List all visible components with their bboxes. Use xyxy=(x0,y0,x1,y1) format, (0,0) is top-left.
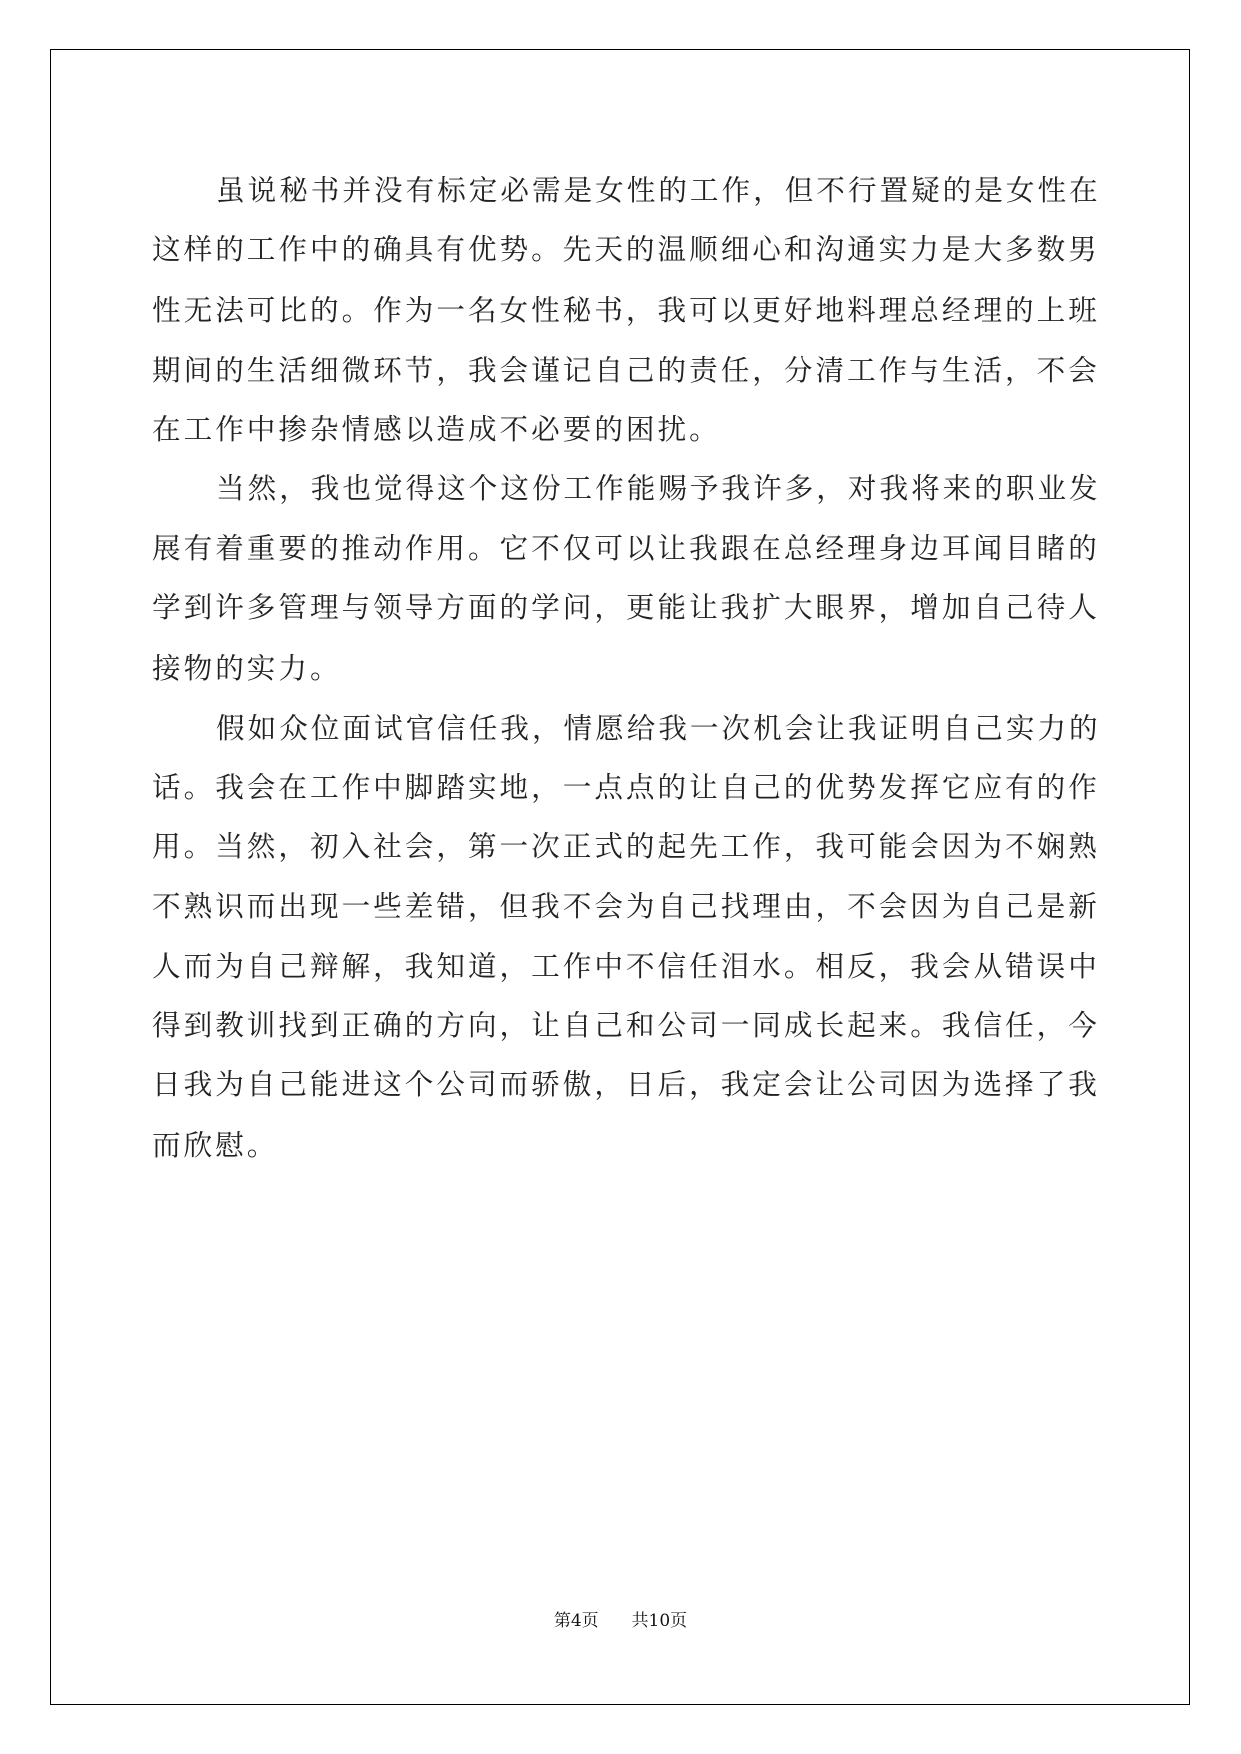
paragraph-2-line-2: 展有着重要的推动作用。它不仅可以让我跟在总经理身边耳闻目睹的 xyxy=(152,531,1100,565)
paragraph-3-line-8: 而欣慰。 xyxy=(152,1128,279,1162)
page-number: 第4页 xyxy=(553,1611,599,1631)
paragraph-3-line-1: 假如众位面试官信任我，情愿给我一次机会让我证明自己实力的 xyxy=(216,711,1101,745)
paragraph-2-line-3: 学到许多管理与领导方面的学问，更能让我扩大眼界，增加自己待人 xyxy=(152,590,1100,624)
paragraph-1-line-3: 性无法可比的。作为一名女性秘书，我可以更好地料理总经理的上班 xyxy=(152,293,1100,327)
page-footer xyxy=(0,1609,1241,1633)
page-total: 共10页 xyxy=(631,1611,688,1631)
paragraph-1-line-4: 期间的生活细微环节，我会谨记自己的责任，分清工作与生活，不会 xyxy=(152,353,1100,387)
paragraph-3-line-4: 不熟识而出现一些差错，但我不会为自己找理由，不会因为自己是新 xyxy=(152,889,1100,923)
paragraph-3-line-2: 话。我会在工作中脚踏实地，一点点的让自己的优势发挥它应有的作 xyxy=(152,770,1100,804)
paragraph-3-line-7: 日我为自己能进这个公司而骄傲，日后，我定会让公司因为选择了我 xyxy=(152,1067,1100,1101)
paragraph-3-line-5: 人而为自己辩解，我知道，工作中不信任泪水。相反，我会从错误中 xyxy=(152,949,1100,983)
paragraph-2-line-4: 接物的实力。 xyxy=(152,651,342,685)
paragraph-2-line-1: 当然，我也觉得这个这份工作能赐予我许多，对我将来的职业发 xyxy=(216,471,1101,505)
paragraph-3-line-3: 用。当然，初入社会，第一次正式的起先工作，我可能会因为不娴熟 xyxy=(152,829,1100,863)
paragraph-3-line-6: 得到教训找到正确的方向，让自己和公司一同成长起来。我信任，今 xyxy=(152,1008,1100,1042)
paragraph-1-line-1: 虽说秘书并没有标定必需是女性的工作，但不行置疑的是女性在 xyxy=(216,173,1101,207)
paragraph-1-line-2: 这样的工作中的确具有优势。先天的温顺细心和沟通实力是大多数男 xyxy=(152,232,1100,266)
paragraph-1-line-5: 在工作中掺杂情感以造成不必要的困扰。 xyxy=(152,412,721,446)
